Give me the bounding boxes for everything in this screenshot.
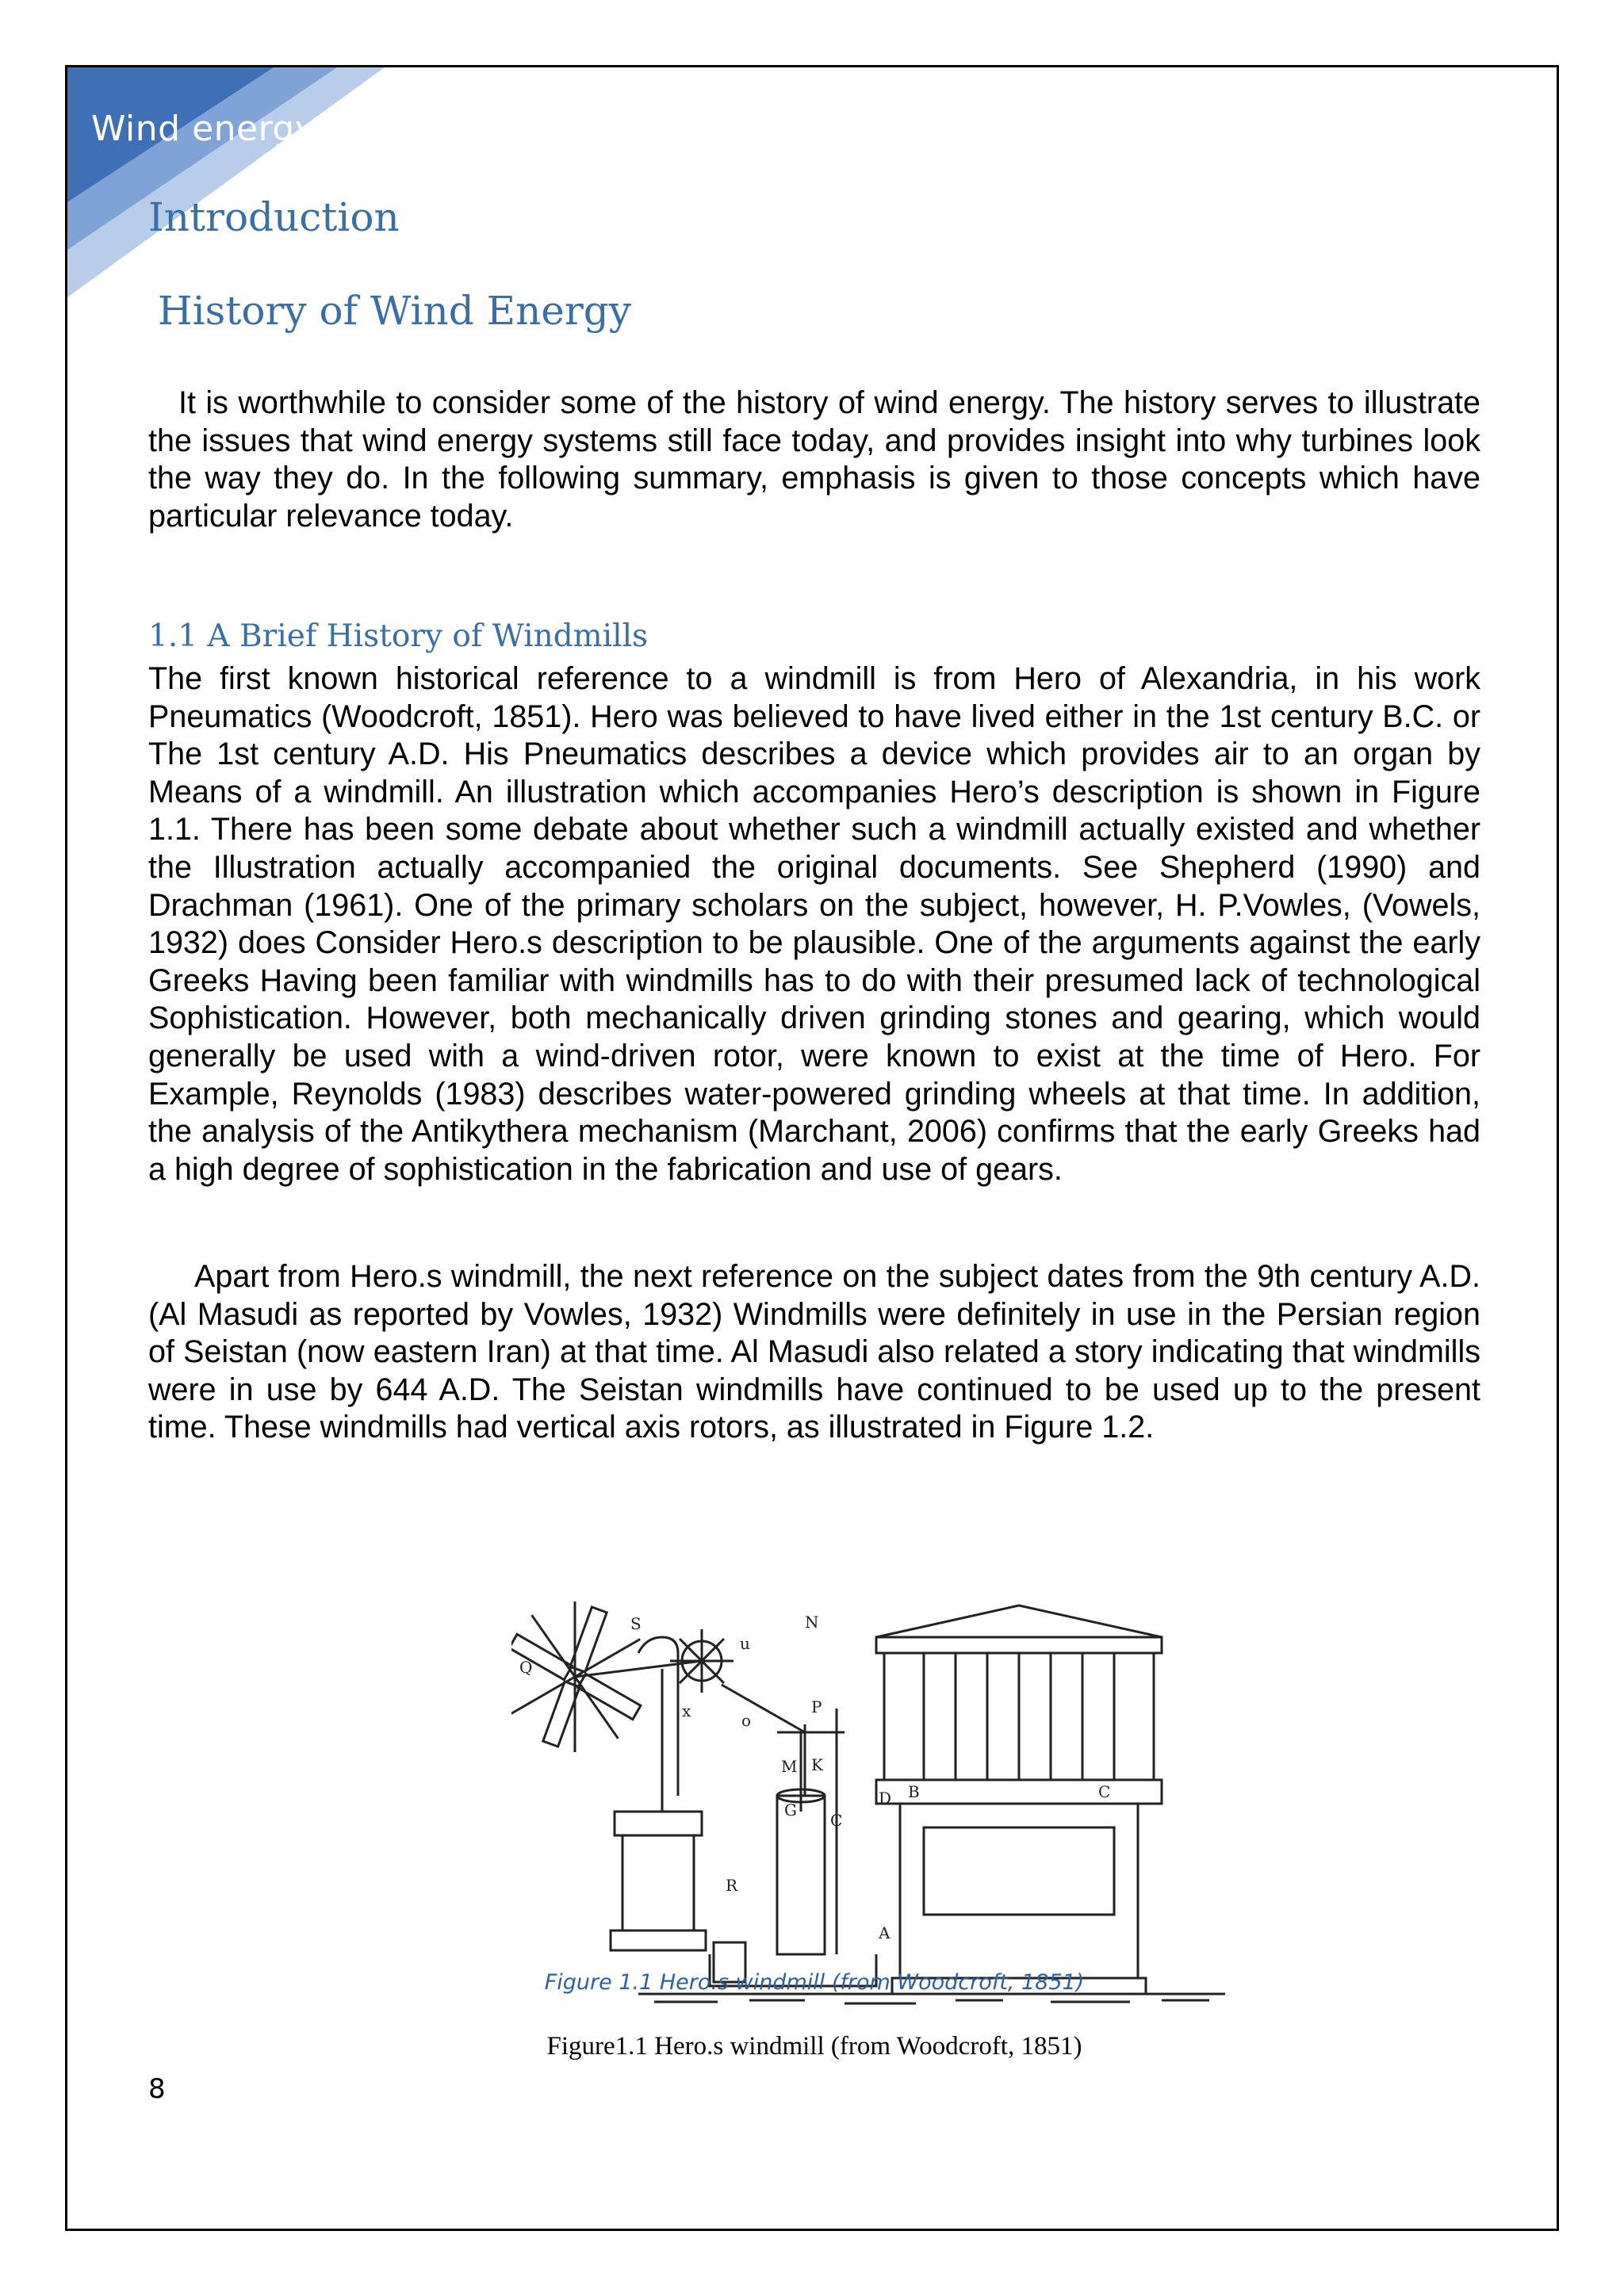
figure-caption-plain: Figure1.1 Hero.s windmill (from Woodcroft, 1851): [546, 2032, 1082, 2061]
fig-label-c-left: C: [830, 1811, 843, 1830]
fig-label-b: B: [908, 1782, 920, 1801]
fig-label-k: K: [811, 1755, 823, 1774]
header-banner: [67, 67, 408, 305]
header-label: Wind energy: [91, 109, 316, 149]
fig-label-d: D: [879, 1789, 892, 1808]
fig-label-c-right: C: [1098, 1782, 1111, 1801]
fig-label-p: P: [811, 1697, 822, 1716]
fig-label-g: G: [784, 1800, 797, 1820]
fig-label-s: S: [630, 1614, 642, 1633]
heading-introduction: Introduction: [148, 194, 400, 240]
seistan-paragraph: Apart from Hero.s windmill, the next reference on the subject dates from the 9th century A.D. (Al Masudi as reported by Vowles, 1932) Windmills were definitely in use in the Persian region of Seistan (now eastern Iran) at that time. Al Masudi also related a story indicating that windmills were in use by 644 A.D. The Seistan windmills have continued to be used up to the present time. These windmills had vertical axis rotors, as illustrated in Figure 1.2.: [148, 1259, 1480, 1445]
figure-caption-italic: Figure 1.1 Hero.s windmill (from Woodcroft, 1851): [544, 1970, 1085, 1995]
fig-label-u: u: [740, 1634, 750, 1653]
fig-label-q: Q: [519, 1658, 533, 1677]
fig-label-r: R: [726, 1876, 738, 1895]
fig-label-x: x: [682, 1701, 691, 1720]
section-1-1-paragraph: The first known historical reference to a windmill is from Hero of Alexandria, in his work Pneumatics (Woodcroft, 1851). Hero was believed to have lived either in the 1st century B.C. or The 1st century A.D. His Pneumatics describes a device which provides air to an organ by Means of a windmill. An illustration which accompanies Hero’s description is shown in Figure 1.1. There has been some debate about whether such a windmill actually existed and whether the Illustration actually accompanied the original documents. See Shepherd (1990) and Drachman (1961). One of the primary scholars on the subject, however, H. P.Vowles, (Vowels, 1932) does Consider Hero.s description to be plausible. One of the arguments against the early Greeks Having been familiar with windmills has to do with their presumed lack of technological Sophistication. However, both mechanically driven grinding stones and gearing, which would generally be used with a wind-driven rotor, were known to exist at the time of Hero. For Example, Reynolds (1983) describes water-powered grinding wheels at that time. In addition, the analysis of the Antikythera mechanism (Marchant, 2006) confirms that the early Greeks had a high degree of sophistication in the fabrication and use of gears.: [148, 661, 1480, 1187]
page-frame: [65, 65, 1559, 2231]
fig-label-n: N: [805, 1613, 819, 1632]
page-number: 8: [148, 2073, 166, 2105]
fig-label-o: o: [741, 1711, 752, 1730]
fig-label-a: A: [879, 1923, 891, 1942]
fig-label-m: M: [781, 1757, 798, 1776]
section-heading-1-1: 1.1 A Brief History of Windmills: [148, 618, 649, 654]
intro-paragraph: It is worthwhile to consider some of the history of wind energy. The history serves to illustrate the issues that wind energy systems still face today, and provides insight into why turbines look the way they do. In the following summary, emphasis is given to those concepts which have particular relevance today.: [148, 385, 1480, 534]
hero-windmill-illustration: [511, 1574, 1265, 2018]
heading-history: History of Wind Energy: [158, 288, 632, 334]
